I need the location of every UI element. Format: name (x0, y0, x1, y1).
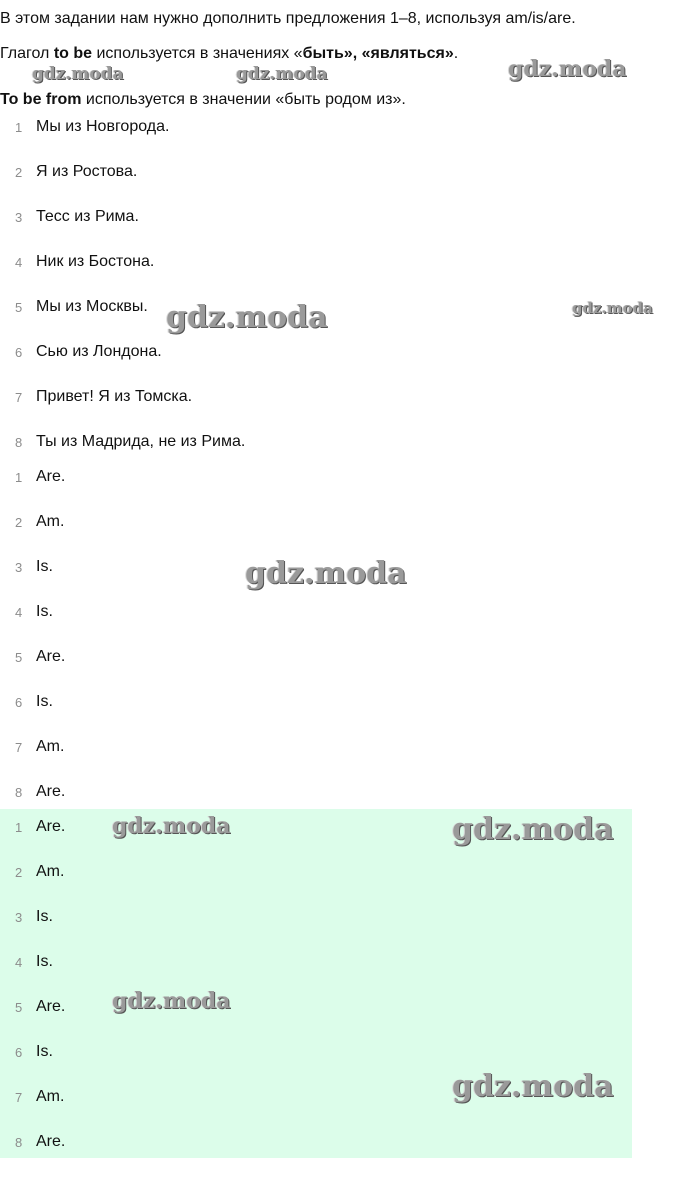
item-text: Are. (36, 998, 66, 1015)
watermark-logo: gdz.moda (32, 64, 124, 84)
item-number: 3 (15, 560, 23, 575)
item-number: 8 (15, 435, 23, 450)
item-number: 2 (15, 515, 23, 530)
item-text: Мы из Москвы. (36, 298, 148, 315)
item-text: Мы из Новгорода. (36, 118, 170, 135)
item-number: 1 (15, 820, 23, 835)
item-text: Ты из Мадрида, не из Рима. (36, 433, 246, 450)
watermark-logo: gdz.moda (166, 300, 328, 335)
list-item (0, 513, 632, 558)
list-item (0, 1133, 632, 1178)
item-text: Is. (36, 1043, 53, 1060)
item-number: 8 (15, 785, 23, 800)
item-text: Are. (36, 818, 66, 835)
item-text: Тесс из Рима. (36, 208, 139, 225)
item-number: 5 (15, 650, 23, 665)
intro-to-be-meanings: быть», «являться» (302, 45, 454, 62)
highlighted-answers-list (0, 818, 632, 1178)
item-text: Are. (36, 1133, 66, 1150)
item-text: Is. (36, 693, 53, 710)
watermark-logo: gdz.moda (572, 299, 653, 317)
list-item (0, 118, 632, 163)
item-text: Is. (36, 908, 53, 925)
list-item (0, 253, 632, 298)
list-item (0, 648, 632, 693)
list-item (0, 558, 632, 603)
watermark-logo: gdz.moda (245, 556, 407, 591)
list-item (0, 343, 632, 388)
item-text: Привет! Я из Томска. (36, 388, 193, 405)
item-text: Is. (36, 558, 53, 575)
watermark-logo: gdz.moda (452, 812, 614, 847)
intro-to-be-part2: используется в значениях « (92, 45, 303, 62)
item-text: Are. (36, 468, 66, 485)
intro-to-be-line (0, 44, 458, 64)
item-number: 1 (15, 470, 23, 485)
intro-to-be-from-line (0, 90, 406, 110)
list-item (0, 738, 632, 783)
item-number: 4 (15, 955, 23, 970)
item-text: Am. (36, 513, 65, 530)
intro-to-be-part3: . (453, 45, 459, 62)
item-text: Are. (36, 783, 66, 800)
item-text: Ник из Бостона. (36, 253, 155, 270)
item-number: 6 (15, 695, 23, 710)
list-item (0, 468, 632, 513)
item-text: Сью из Лондона. (36, 343, 162, 360)
watermark-logo: gdz.moda (508, 56, 627, 82)
watermark-logo: gdz.moda (236, 64, 328, 84)
list-item (0, 908, 632, 953)
intro-to-be-part1: Глагол (0, 45, 54, 62)
item-text: Я из Ростова. (36, 163, 138, 180)
item-number: 7 (15, 740, 23, 755)
list-item (0, 953, 632, 998)
item-number: 6 (15, 345, 23, 360)
item-number: 4 (15, 255, 23, 270)
intro-to-be-from-text: используется в значении «быть родом из». (81, 91, 406, 108)
item-number: 7 (15, 1090, 23, 1105)
list-item (0, 863, 632, 908)
item-text: Am. (36, 1088, 65, 1105)
answers-list (0, 468, 632, 828)
item-text: Am. (36, 738, 65, 755)
item-number: 6 (15, 1045, 23, 1060)
list-item (0, 208, 632, 253)
list-item (0, 693, 632, 738)
list-item (0, 163, 632, 208)
intro-to-be-from-bold: To be from (0, 91, 82, 108)
item-number: 2 (15, 165, 23, 180)
list-item (0, 1088, 632, 1133)
item-number: 5 (15, 300, 23, 315)
item-number: 1 (15, 120, 23, 135)
item-number: 7 (15, 390, 23, 405)
item-number: 5 (15, 1000, 23, 1015)
watermark-logo: gdz.moda (452, 1069, 614, 1104)
sentences-list (0, 118, 632, 478)
list-item (0, 818, 632, 863)
list-item (0, 998, 632, 1043)
item-number: 3 (15, 210, 23, 225)
list-item (0, 603, 632, 648)
watermark-logo: gdz.moda (112, 813, 231, 839)
item-number: 4 (15, 605, 23, 620)
list-item (0, 1043, 632, 1088)
item-number: 2 (15, 865, 23, 880)
intro-task-text: В этом задании нам нужно дополнить предложения 1–8, используя am/is/are. (0, 10, 576, 27)
item-text: Are. (36, 648, 66, 665)
item-text: Is. (36, 953, 53, 970)
intro-to-be-bold: to be (53, 45, 93, 62)
watermark-logo: gdz.moda (112, 988, 231, 1014)
intro-task-line (0, 9, 576, 29)
list-item (0, 388, 632, 433)
item-number: 3 (15, 910, 23, 925)
item-text: Is. (36, 603, 53, 620)
item-number: 8 (15, 1135, 23, 1150)
item-text: Am. (36, 863, 65, 880)
list-item (0, 298, 632, 343)
